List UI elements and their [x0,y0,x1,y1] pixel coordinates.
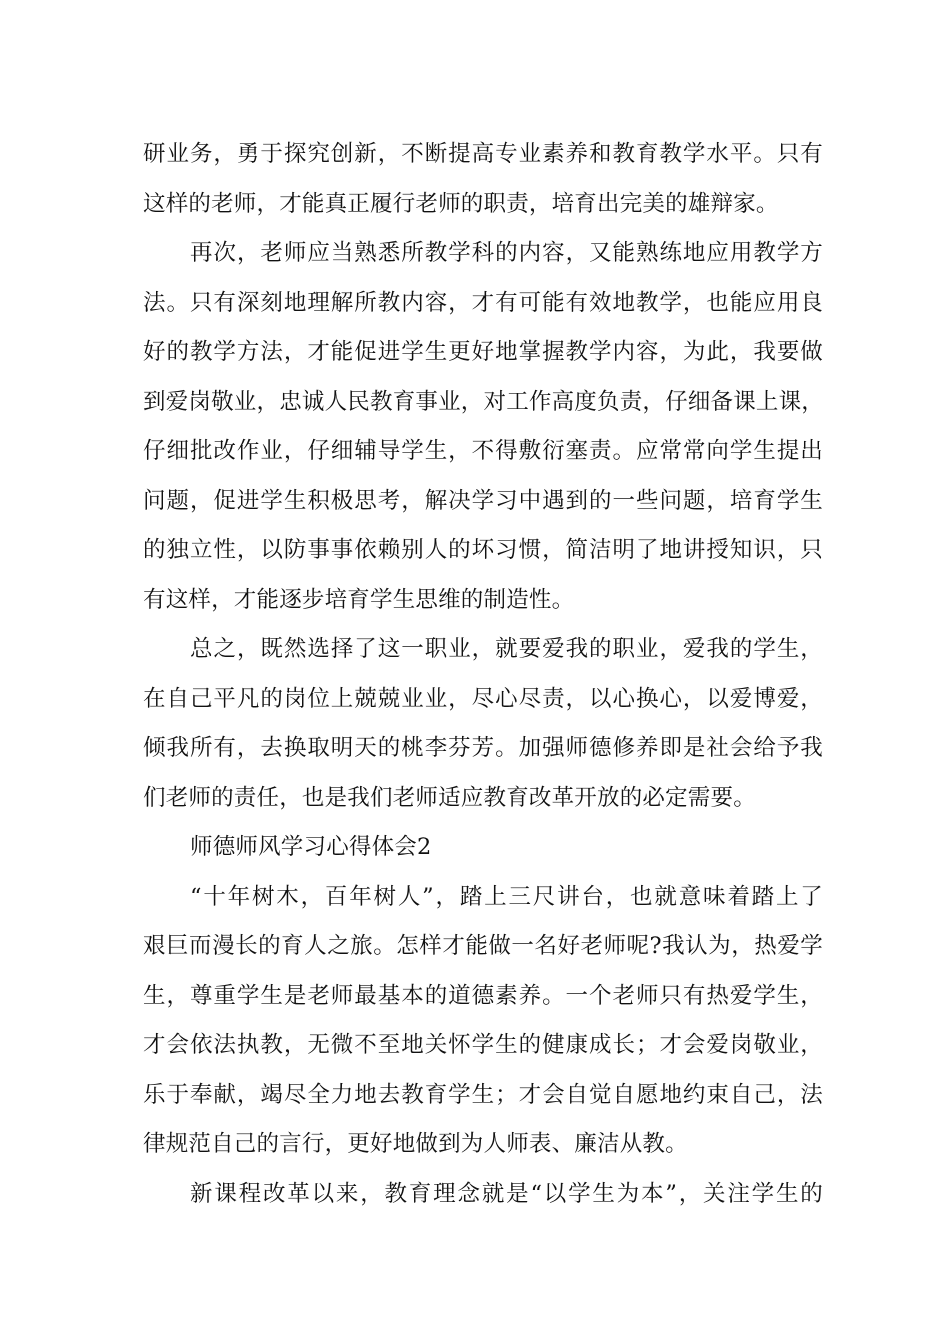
text-line: 研业务，勇于探究创新，不断提高专业素养和教育教学水平。只有 [143,141,823,167]
paragraph-start-line: 再次，老师应当熟悉所教学科的内容，又能熟练地应用教学方 [190,240,823,266]
text-line: 有这样，才能逐步培育学生思维的制造性。 [143,586,575,613]
text-line: 问题，促进学生积极思考，解决学习中遇到的一些问题，培育学生 [143,487,823,514]
text-line: 的独立性，以防事事依赖别人的坏习惯，简洁明了地讲授知识，只 [143,537,823,563]
text-line: 乐于奉献，竭尽全力地去教育学生；才会自觉自愿地约束自己，法 [143,1081,823,1108]
text-line: 们老师的责任，也是我们老师适应教育改革开放的必定需要。 [143,784,756,811]
text-line: 这样的老师，才能真正履行老师的职责，培育出完美的雄辩家。 [143,190,779,217]
section-heading: 师德师风学习心得体会2 [190,834,432,860]
text-line: 倾我所有，去换取明天的桃李芬芳。加强师德修养即是社会给予我 [143,735,823,761]
paragraph-start-line: “十年树木，百年树人”，踏上三尺讲台，也就意味着踏上了 [190,883,823,910]
paragraph-start-line: 总之，既然选择了这一职业，就要爱我的职业，爱我的学生， [190,636,823,662]
text-line: 艰巨而漫长的育人之旅。怎样才能做一名好老师呢?我认为，热爱学 [143,933,823,959]
text-line: 律规范自己的言行，更好地做到为人师表、廉洁从教。 [143,1131,688,1157]
text-line: 仔细批改作业，仔细辅导学生，不得敷衍塞责。应常常向学生提出 [143,438,823,464]
text-line: 到爱岗敬业，忠诚人民教育事业，对工作高度负责，仔细备课上课， [143,388,825,415]
text-line: 法。只有深刻地理解所教内容，才有可能有效地教学，也能应用良 [143,289,823,316]
text-line: 才会依法执教，无微不至地关怀学生的健康成长；才会爱岗敬业， [143,1032,823,1058]
text-line: 生，尊重学生是老师最基本的道德素养。一个老师只有热爱学生， [143,982,823,1009]
text-line: 在自己平凡的岗位上兢兢业业，尽心尽责，以心换心，以爱博爱， [143,685,823,712]
text-line: 好的教学方法，才能促进学生更好地掌握教学内容，为此，我要做 [143,339,823,365]
document-body [143,130,823,1219]
paragraph-start-line: 新课程改革以来，教育理念就是“以学生为本”，关注学生的 [190,1180,823,1207]
